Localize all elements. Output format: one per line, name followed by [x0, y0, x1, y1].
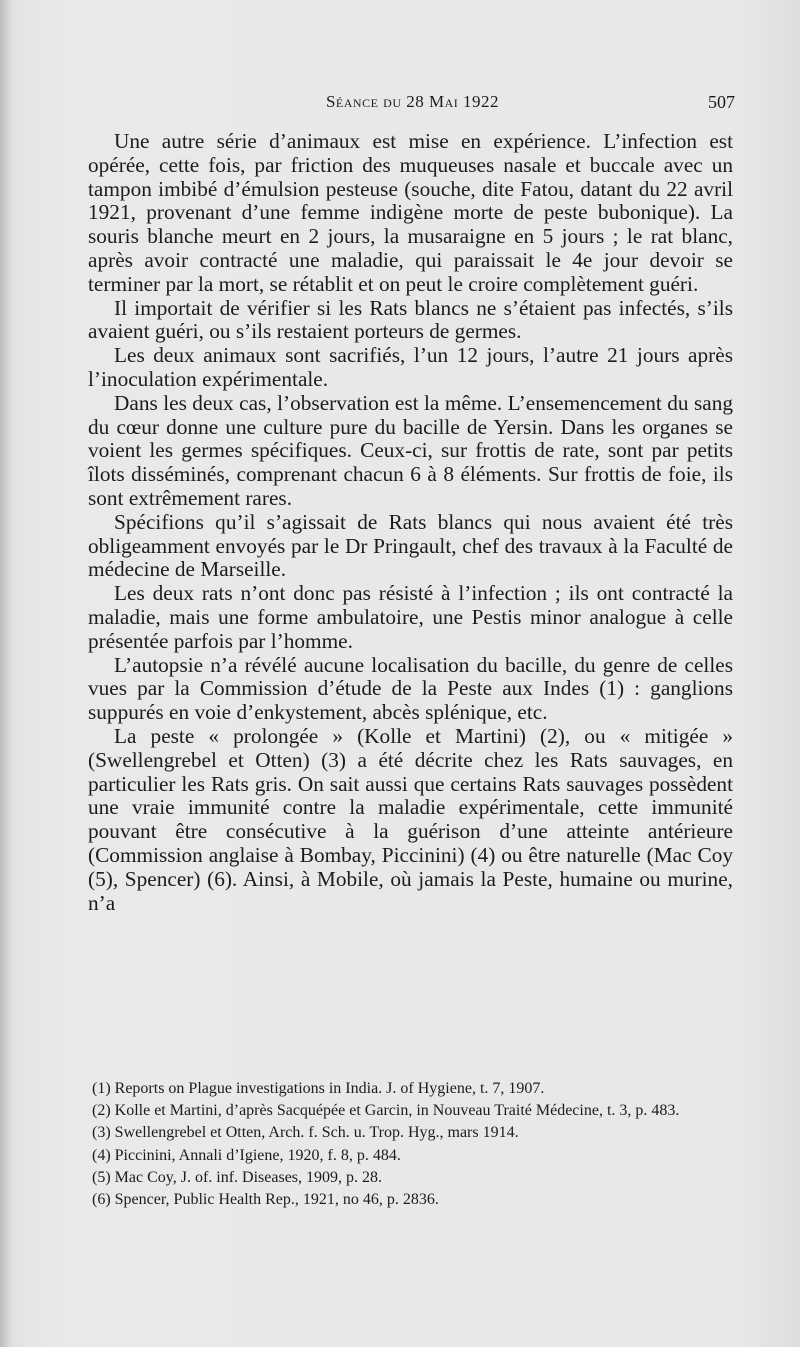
paragraph: Les deux rats n’ont donc pas résisté à l’infection ; ils ont contracté la maladie, mais une forme ambulatoire, une Pestis minor analogue à celle présentée parfois par l’homme.: [88, 581, 733, 653]
paragraph: Spécifions qu’il s’agissait de Rats blancs qui nous avaient été très obligeamment envoyés par le Dr Pringault, chef des travaux à la Faculté de médecine de Marseille.: [88, 509, 733, 582]
page-number: 507: [708, 92, 735, 112]
footnote: (4) Piccinini, Annali d’Igiene, 1920, f. 8, p. 484.: [92, 1146, 401, 1164]
paragraph: Une autre série d’animaux est mise en expérience. L’infection est opérée, cette fois, par friction des muqueuses nasale et buccale avec un tampon imbibé d’émulsion pesteuse (souche, dite Fatou, datant du 22 avril 1921, provenant d’une femme indigène morte de peste bubonique). La souris blanche meurt en 2 jours, la musaraigne en 5 jours ; le rat blanc, après avoir contracté une maladie, qui paraissait le 4e jour devoir se terminer par la mort, se rétablit et on peut le croire complètement guéri.: [88, 129, 733, 296]
footnote: (1) Reports on Plague investigations in India. J. of Hygiene, t. 7, 1907.: [92, 1080, 545, 1097]
paragraph: L’autopsie n’a révélé aucune localisation du bacille, du genre de celles vues par la Commission d’étude de la Peste aux Indes (1) : ganglions suppurés en voie d’enkystement, abcès splénique, etc.: [88, 652, 733, 725]
footnote: (2) Kolle et Martini, d’après Sacquépée et Garcin, in Nouveau Traité Médecine, t. 3, p. 483.: [92, 1102, 680, 1120]
paragraph: Les deux animaux sont sacrifiés, l’un 12 jours, l’autre 21 jours après l’inoculation expérimentale.: [88, 343, 733, 391]
body-text: [88, 130, 733, 915]
paragraph: La peste « prolongée » (Kolle et Martini) (2), ou « mitigée » (Swellengrebel et Otten) (3) a été décrite chez les Rats sauvages, en particulier les Rats gris. On sait aussi que certains Rats sauvages possèdent une vraie immunité contre la maladie expérimentale, cette immunité pouvant être consécutive à la guérison d’une atteinte antérieure (Commission anglaise à Bombay, Piccinini) (4) ou être naturelle (Mac Coy (5), Spencer) (6). Ainsi, à Mobile, où jamais la Peste, humaine ou murine, n’a: [88, 723, 733, 915]
page-header: [90, 92, 735, 118]
running-head: Séance du 28 Mai 1922: [325, 92, 500, 111]
paragraph: Dans les deux cas, l’observation est la même. L’ensemencement du sang du cœur donne une culture pure du bacille de Yersin. Dans les organes se voient les germes spécifiques. Ceux-ci, sur frottis de rate, sont par petits îlots disséminés, comprenant chacun 6 à 8 éléments. Sur frottis de foie, ils sont extrêmement rares.: [88, 390, 733, 510]
footnote: (5) Mac Coy, J. of. inf. Diseases, 1909, p. 28.: [92, 1168, 383, 1186]
page-spine-shadow: [0, 0, 10, 1347]
paragraph: Il importait de vérifier si les Rats blancs ne s’étaient pas infectés, s’ils avaient guéri, ou s’ils restaient porteurs de germes.: [88, 295, 733, 344]
footnote: (3) Swellengrebel et Otten, Arch. f. Sch. u. Trop. Hyg., mars 1914.: [92, 1124, 519, 1142]
footnotes: [92, 1078, 732, 1211]
footnote: (6) Spencer, Public Health Rep., 1921, no 46, p. 2836.: [92, 1191, 439, 1209]
